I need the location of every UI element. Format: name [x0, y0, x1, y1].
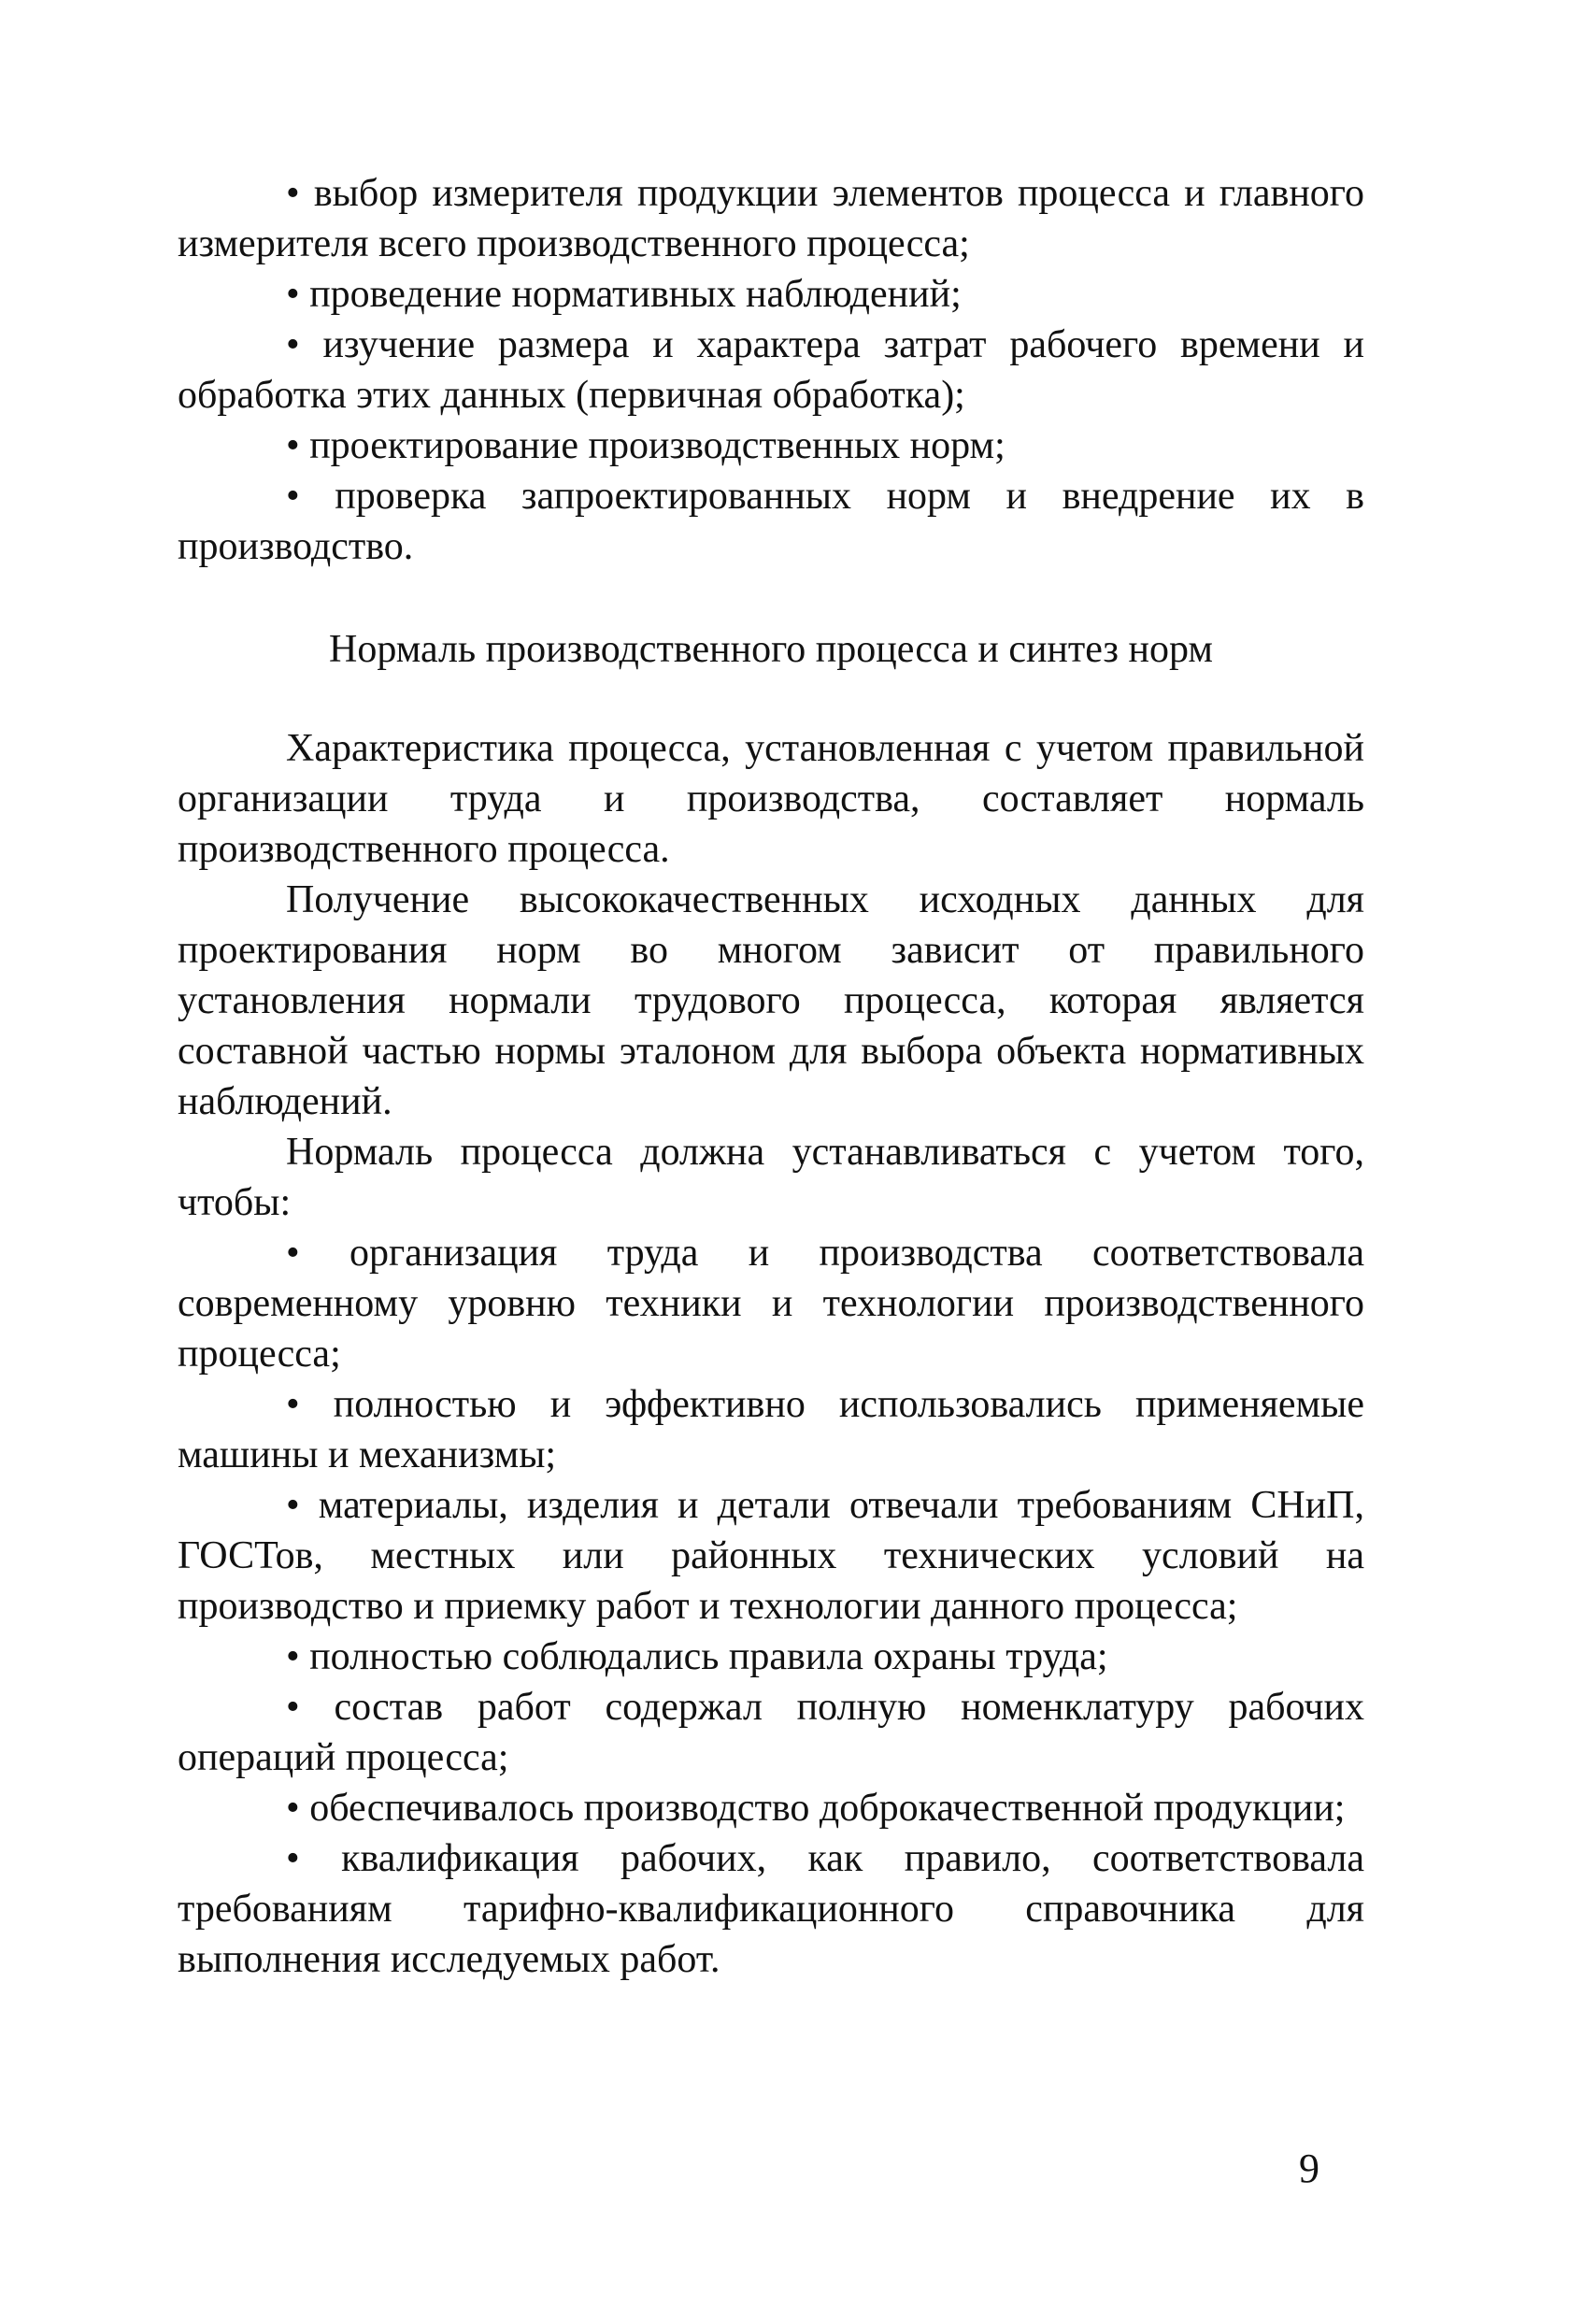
- conditions-bullet-list: [178, 1228, 1364, 1985]
- list-item: • проверка запроектированных норм и внедрение их в производство.: [178, 475, 1364, 568]
- list-item: • проектирование производственных норм;: [286, 424, 1005, 467]
- list-item: • обеспечивалось производство доброкачественной продукции;: [286, 1787, 1346, 1830]
- paragraph: Характеристика процесса, установленная с учетом правильной организации труда и производства, составляет нормаль производственного процесса.: [178, 727, 1364, 871]
- section-heading: Нормаль производственного процесса и синтез норм: [329, 628, 1213, 671]
- list-item: • проведение нормативных наблюдений;: [286, 273, 962, 316]
- page-number: 9: [1299, 2146, 1319, 2191]
- list-item: • материалы, изделия и детали отвечали требованиям СНиП, ГОСТов, местных или районных технических условий на производство и приемку работ и технологии данного процесса;: [178, 1484, 1364, 1628]
- list-item: • организация труда и производства соответствовала современному уровню техники и технологии производственного процесса;: [178, 1232, 1364, 1376]
- list-item: • состав работ содержал полную номенклатуру рабочих операций процесса;: [178, 1686, 1364, 1779]
- list-item: • изучение размера и характера затрат рабочего времени и обработка этих данных (первичная обработка);: [178, 323, 1364, 417]
- list-item: • полностью и эффективно использовались применяемые машины и механизмы;: [178, 1383, 1364, 1476]
- paragraph: Нормаль процесса должна устанавливаться с учетом того, чтобы:: [178, 1131, 1364, 1224]
- list-item: • полностью соблюдались правила охраны труда;: [286, 1635, 1108, 1678]
- list-item: • выбор измерителя продукции элементов процесса и главного измерителя всего производственного процесса;: [178, 172, 1364, 265]
- paragraph: Получение высококачественных исходных данных для проектирования норм во многом зависит от правильного установления нормали трудового процесса, которая является составной частью нормы эталоном для выбора объекта нормативных наблюдений.: [178, 878, 1364, 1123]
- list-item: • квалификация рабочих, как правило, соответствовала требованиям тарифно-квалификационного справочника для выполнения исследуемых работ.: [178, 1837, 1364, 1981]
- body-paragraphs: [178, 723, 1364, 1228]
- top-bullet-list: [178, 168, 1364, 572]
- page-content: [178, 168, 1364, 1985]
